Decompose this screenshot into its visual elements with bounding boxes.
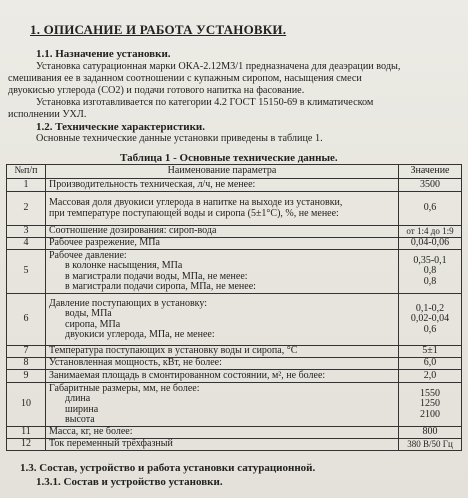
row-value: 6,0 <box>399 358 462 370</box>
value-line: 2100 <box>420 408 440 420</box>
row-number: 8 <box>7 358 46 370</box>
paragraph-line: Установка изготавливается по категории 4.2 ГОСТ 15150-69 в климатическом <box>36 97 374 108</box>
param-line: при температуре поступающей воды и сиропа (5±1°С), %, не менее: <box>49 207 339 219</box>
row-param: Занимаемая площадь в смонтированном состоянии, м², не более: <box>46 370 399 383</box>
table-row <box>7 238 462 250</box>
param-line: высота <box>65 414 95 425</box>
value-line: 0,1-0,2 <box>415 302 445 314</box>
value-line: 0,35-0,1 <box>413 254 447 266</box>
param-line: в магистрали подачи воды, МПа, не менее: <box>65 270 248 282</box>
table-row <box>7 226 462 238</box>
table-header-row <box>7 165 462 179</box>
param-line: Давление поступающих в установку: <box>49 297 208 309</box>
column-header: Значение <box>399 165 462 179</box>
table-row <box>7 250 462 294</box>
row-param: Соотношение дозирования: сироп-вода <box>46 226 399 238</box>
row-number: 3 <box>7 226 46 238</box>
param-line: воды, МПа <box>65 308 112 319</box>
specifications-table <box>6 164 462 451</box>
row-param: Температура поступающих в установку воды и сиропа, °С <box>46 346 399 358</box>
table-row <box>7 358 462 370</box>
column-header: Наименование параметра <box>46 165 399 179</box>
row-value <box>399 294 462 346</box>
value-line: 0,6 <box>423 323 437 335</box>
row-param: Производительность техническая, л/ч, не менее: <box>46 179 399 192</box>
row-value: 5±1 <box>399 346 462 358</box>
row-param <box>46 383 399 427</box>
table-row <box>7 427 462 439</box>
param-line: Рабочее давление: <box>49 249 127 261</box>
param-line: в магистрали подачи сиропа, МПа, не менее: <box>65 281 256 292</box>
param-line: Массовая доля двуокиси углерода в напитке на выходе из установки, <box>49 197 343 208</box>
param-line: Габаритные размеры, мм, не более: <box>49 382 200 394</box>
paragraph-line: исполнении УХЛ. <box>8 109 87 120</box>
row-number: 10 <box>7 383 46 427</box>
param-line: ширина <box>65 403 99 415</box>
value-line: 1550 <box>420 387 440 399</box>
row-param: Установленная мощность, кВт, не более: <box>46 358 399 370</box>
value-line: 0,02-0,04 <box>410 313 450 325</box>
row-number: 12 <box>7 439 46 451</box>
value-line: 0,8 <box>423 265 437 277</box>
row-number: 5 <box>7 250 46 294</box>
row-number: 9 <box>7 370 46 383</box>
row-param: Ток переменный трёхфазный <box>46 439 399 451</box>
row-value: 800 <box>399 427 462 439</box>
value-line: 1250 <box>420 398 440 410</box>
row-value <box>399 250 462 294</box>
table-row <box>7 346 462 358</box>
table-row <box>7 192 462 226</box>
row-value: 3500 <box>399 179 462 192</box>
subsection-1-3-heading: 1.3. Состав, устройство и работа установки сатурационной. <box>20 462 316 474</box>
row-number: 11 <box>7 427 46 439</box>
table-row <box>7 439 462 451</box>
table-row <box>7 370 462 383</box>
row-param: Масса, кг, не более: <box>46 427 399 439</box>
subsection-1-2-heading: 1.2. Технические характеристики. <box>36 121 206 133</box>
row-param <box>46 250 399 294</box>
row-number: 6 <box>7 294 46 346</box>
column-header: №п/п <box>7 165 46 179</box>
row-param <box>46 192 399 226</box>
param-line: в колонке насыщения, МПа <box>65 260 183 271</box>
subsection-1-3-1-heading: 1.3.1. Состав и устройство установки. <box>36 476 223 488</box>
row-number: 7 <box>7 346 46 358</box>
param-line: сиропа, МПа <box>65 318 121 330</box>
row-number: 2 <box>7 192 46 226</box>
param-line: длина <box>65 393 91 404</box>
table-caption: Таблица 1 - Основные технические данные. <box>120 152 338 164</box>
subsection-1-1-heading: 1.1. Назначение установки. <box>36 48 171 60</box>
row-number: 1 <box>7 179 46 192</box>
table-row <box>7 383 462 427</box>
param-line: двуокиси углерода, МПа, не менее: <box>65 329 215 340</box>
table-row <box>7 179 462 192</box>
row-number: 4 <box>7 238 46 250</box>
row-value <box>399 383 462 427</box>
paragraph-line: Основные технические данные установки приведены в таблице 1. <box>36 133 323 144</box>
row-param: Рабочее разрежение, МПа <box>46 238 399 250</box>
row-value: 0,04-0,06 <box>399 238 462 250</box>
row-value: 380 В/50 Гц <box>399 439 462 451</box>
row-param <box>46 294 399 346</box>
value-line: 0,8 <box>423 275 437 287</box>
table-row <box>7 294 462 346</box>
section-heading: 1. ОПИСАНИЕ И РАБОТА УСТАНОВКИ. <box>30 22 287 37</box>
paragraph-line: двуокисью углерода (СО2) и подачи готового напитка на фасование. <box>8 85 305 96</box>
paragraph-line: Установка сатурационная марки ОКА-2.12М3/1 предназначена для деаэрации воды, <box>36 61 401 72</box>
row-value: от 1:4 до 1:9 <box>399 226 462 238</box>
paragraph-line: смешивания ее в заданном соотношении с купажным сиропом, насыщения смеси <box>8 73 362 84</box>
row-value: 0,6 <box>399 192 462 226</box>
row-value: 2,0 <box>399 370 462 383</box>
